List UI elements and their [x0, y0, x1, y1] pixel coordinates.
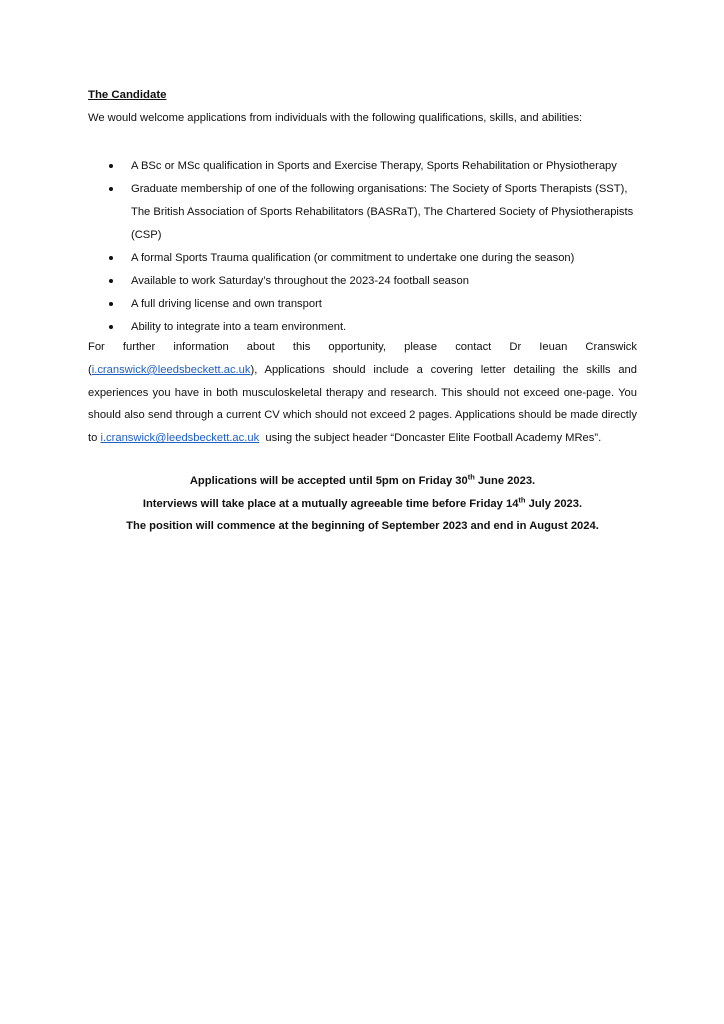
- deadline-text-end: June 2023.: [474, 475, 536, 487]
- deadline-suffix: th: [467, 472, 475, 482]
- requirements-list: [88, 155, 648, 339]
- closing-notes: [88, 470, 637, 538]
- open-paren: (: [88, 363, 92, 376]
- list-item: [88, 270, 648, 293]
- list-item-text: Graduate membership of one of the following organisations: The Society of Sports Therapists (SST), The British Association of Sports Rehabilitators (BASRaT), The Chartered Society of Physiotherapists (CSP): [131, 183, 634, 241]
- list-item-text: A formal Sports Trauma qualification (or commitment to undertake one during the season): [131, 252, 575, 264]
- commencement-line: The position will commence at the beginning of September 2023 and end in August 2024.: [126, 520, 599, 533]
- bullet-icon: [109, 256, 113, 260]
- interview-text: Interviews will take place at a mutually agreeable time before Friday 14: [142, 497, 519, 510]
- bullet-icon: [109, 302, 113, 306]
- contact-first-line: For further information about this opportunity, please contact Dr Ieuan Cranswick: [88, 341, 637, 353]
- interview-line: [88, 493, 637, 516]
- list-item-text: A BSc or MSc qualification in Sports and Exercise Therapy, Sports Rehabilitation or Physiotherapy: [131, 160, 617, 172]
- contact-paragraph: [88, 336, 637, 450]
- bullet-icon: [109, 279, 113, 283]
- contact-body-text: ), Applications should include a covering letter detailing the skills and experiences you have in both musculoskeletal therapy and research. This should not exceed one-page. You should also send through a current CV which should not exceed 2 pages. Applications should be made directly to: [88, 363, 637, 445]
- bullet-icon: [109, 187, 113, 191]
- intro-text: We would welcome applications from individuals with the following qualifications, skills, and abilities:: [88, 112, 583, 124]
- bullet-icon: [109, 325, 113, 329]
- section-heading: The Candidate: [88, 89, 167, 101]
- bullet-icon: [109, 164, 113, 168]
- list-item: [88, 293, 648, 316]
- email-link[interactable]: i.cranswick@leedsbeckett.ac.uk: [91, 363, 251, 376]
- list-item: [88, 247, 648, 270]
- contact-end-text: using the subject header “Doncaster Elite Football Academy MRes”.: [265, 432, 602, 445]
- list-item-text: Available to work Saturday’s throughout the 2023-24 football season: [131, 275, 469, 287]
- list-item: [88, 155, 648, 178]
- list-item: [88, 178, 648, 247]
- deadline-text: Applications will be accepted until 5pm on Friday 30: [189, 475, 468, 487]
- list-item-text: Ability to integrate into a team environment.: [131, 321, 347, 333]
- list-item-text: A full driving license and own transport: [131, 298, 322, 310]
- email-link-secondary[interactable]: i.cranswick@leedsbeckett.ac.uk: [100, 432, 260, 445]
- interview-text-end: July 2023.: [525, 497, 583, 510]
- interview-suffix: th: [518, 494, 526, 504]
- deadline-line: [88, 470, 637, 493]
